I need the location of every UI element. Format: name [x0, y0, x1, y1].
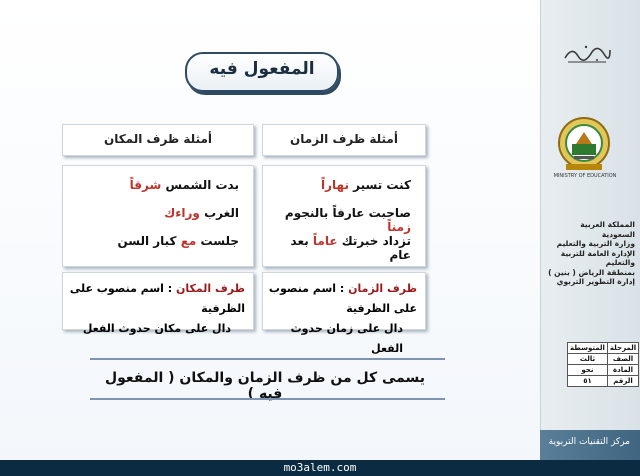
time-example-text: كنت تسير: [348, 178, 411, 192]
info-value: المتوسطة: [568, 343, 608, 354]
ministry-english-name: MINISTRY OF EDUCATION: [553, 173, 617, 179]
place-example: [69, 234, 239, 248]
place-examples-header: [62, 124, 254, 156]
watermark-text: mo3alem.com: [283, 461, 357, 474]
place-header-label: أمثلة ظرف المكان: [103, 132, 213, 146]
title-pill: [185, 52, 339, 92]
organization-line: الإدارة العامة للتربية والتعليم: [560, 248, 635, 267]
watermark-bar: [0, 460, 640, 476]
organization-block: [545, 220, 635, 287]
organization-line: بمنطقة الرياض ( بنين ): [548, 267, 635, 277]
organization-line: المملكة العربية السعودية: [580, 220, 635, 239]
organization-line: إدارة التطوير التربوي: [556, 277, 635, 286]
info-row: [568, 365, 639, 376]
time-definition-box: [262, 272, 426, 355]
place-example: [69, 206, 239, 220]
place-def-line1: [67, 279, 245, 319]
info-value: ثالث: [568, 354, 608, 365]
info-value: نحو: [568, 365, 608, 376]
summary-bottom-rule: [90, 398, 445, 400]
place-examples-box: [62, 165, 254, 267]
page-title: المفعول فيه: [209, 59, 315, 79]
time-example-text: تزداد خبرتك: [337, 234, 411, 248]
info-key: الصف: [607, 354, 638, 365]
summary-text: يسمى كل من ظرف الزمان والمكان ( المفعول فيه ): [104, 370, 426, 402]
info-key: الرقم: [607, 376, 638, 387]
time-example-highlight: عاماً: [312, 234, 338, 248]
time-example-text: صاحبت عارفاً بالنجوم: [284, 206, 411, 220]
time-example-highlight: زمناً: [387, 220, 411, 234]
time-def-line2: دال على زمان حدوث الفعل: [290, 322, 403, 355]
time-example: [269, 206, 411, 234]
place-example: [69, 178, 239, 192]
time-example-text: بعد عام: [290, 234, 411, 262]
time-def-text1: : اسم منصوب على الظرفية: [268, 282, 417, 315]
place-def-label: ظرف المكان: [175, 282, 245, 295]
info-row: [568, 343, 639, 354]
place-def-line2: دال على مكان حدوث الفعل: [82, 322, 231, 335]
time-examples-header: [262, 124, 426, 156]
place-def-text1: : اسم منصوب على الظرفية: [69, 282, 245, 315]
time-def-line1: [267, 279, 417, 319]
place-definition-box: [62, 272, 254, 335]
time-examples-box: [262, 165, 426, 267]
info-row: [568, 354, 639, 365]
info-key: المرحلة: [607, 343, 638, 354]
time-def-label: ظرف الزمان: [348, 282, 417, 295]
info-row: [568, 376, 639, 387]
time-example: [269, 178, 411, 192]
place-example-highlight: وراءك: [164, 206, 200, 220]
ministry-emblem-icon: [554, 116, 614, 174]
time-example-highlight: نهاراً: [321, 178, 349, 192]
place-example-highlight: شرقاً: [129, 178, 162, 192]
place-example-text: بدت الشمس: [161, 178, 239, 192]
organization-line: وزارة التربية والتعليم: [556, 239, 635, 248]
lesson-info-table: [567, 342, 639, 387]
place-example-text: جلست: [196, 234, 239, 248]
place-example-text: كبار السن: [117, 234, 181, 248]
bismillah-calligraphy-icon: [562, 40, 612, 66]
footer-label: مركز التقنيات التربوية: [548, 437, 630, 447]
sidebar-footer: [540, 430, 640, 460]
summary-top-rule: [90, 358, 445, 360]
info-value: ٥١: [568, 376, 608, 387]
time-header-label: أمثلة ظرف الزمان: [290, 132, 398, 146]
info-key: المادة: [607, 365, 638, 376]
place-example-text: الغرب: [199, 206, 239, 220]
place-example-highlight: مع: [180, 234, 197, 248]
time-example: [269, 234, 411, 262]
